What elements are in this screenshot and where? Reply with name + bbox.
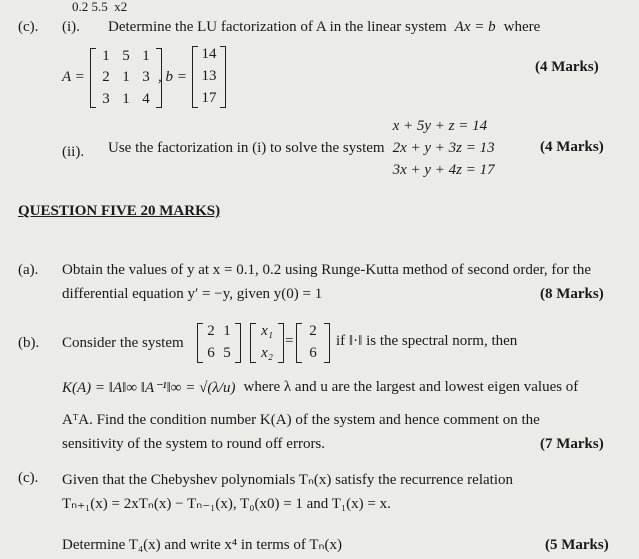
part-label: (a). bbox=[18, 262, 39, 278]
part-label: (b). bbox=[18, 335, 40, 351]
question-text: Obtain the values of y at x = 0.1, 0.2 using Runge-Kutta method of second order, for the bbox=[62, 262, 591, 278]
question-text: where λ and u are the largest and lowest eigen values of bbox=[243, 379, 579, 395]
unknown-vector: x₁ x₂ bbox=[250, 323, 284, 363]
equation: 3x + y + 4z = 17 bbox=[392, 162, 495, 178]
subpart-label: (ii). bbox=[62, 144, 85, 160]
matrix-a: 1 5 1 2 1 3 3 1 4 bbox=[90, 48, 162, 108]
question-text: Determine the LU factorization of A in the linear system bbox=[108, 19, 447, 35]
rhs-vector: 2 6 bbox=[296, 323, 330, 363]
equation: x + 5y + z = 14 bbox=[392, 118, 488, 134]
question-text: Determine T₄(x) and write x⁴ in terms of Tₙ(x) bbox=[62, 537, 342, 553]
equation: 2x + y + 3z = 13 bbox=[392, 140, 495, 156]
marks: (8 Marks) bbox=[540, 286, 604, 302]
equation-system bbox=[393, 118, 495, 179]
part-label: (c). bbox=[18, 19, 39, 35]
marks: (4 Marks) bbox=[540, 139, 604, 155]
coefficient-matrix: 2 1 6 5 bbox=[197, 323, 241, 363]
matrix-label: A = bbox=[62, 69, 85, 85]
question-text: Given that the Chebyshev polynomials Tₙ(x) satisfy the recurrence relation bbox=[62, 472, 513, 488]
recurrence-relation: Tₙ₊₁(x) = 2xTₙ(x) − Tₙ₋₁(x), T₀(x0) = 1 and T₁(x) = x. bbox=[62, 496, 391, 512]
question-text: if ‖·‖ is the spectral norm, then bbox=[336, 333, 518, 349]
vector-b: 14 13 17 bbox=[192, 46, 226, 108]
equals-sign: = bbox=[285, 333, 294, 349]
section-heading: QUESTION FIVE 20 MARKS) bbox=[18, 203, 221, 219]
condition-number-formula: K(A) = ‖A‖∞ ‖A⁻¹‖∞ = √(λ/u) bbox=[62, 380, 236, 396]
question-text: sensitivity of the system to round off errors. bbox=[62, 436, 326, 452]
question-text: Use the factorization in (i) to solve the system bbox=[108, 140, 385, 156]
marks: (5 Marks) bbox=[545, 537, 609, 553]
part-label: (c). bbox=[18, 470, 39, 486]
question-text: differential equation y′ = −y, given y(0) = 1 bbox=[62, 286, 323, 302]
question-text: Consider the system bbox=[62, 335, 184, 351]
marks: (7 Marks) bbox=[540, 436, 604, 452]
subpart-label: (i). bbox=[62, 19, 80, 35]
marks: (4 Marks) bbox=[535, 59, 599, 75]
cut-off-matrix-fragment: 0.2 5.5 x2 bbox=[72, 0, 128, 14]
vector-label: , b = bbox=[158, 69, 187, 85]
question-text: AᵀA. Find the condition number K(A) of the system and hence comment on the bbox=[62, 412, 540, 428]
equation: Ax = b bbox=[454, 19, 496, 35]
question-text: where bbox=[503, 19, 541, 35]
